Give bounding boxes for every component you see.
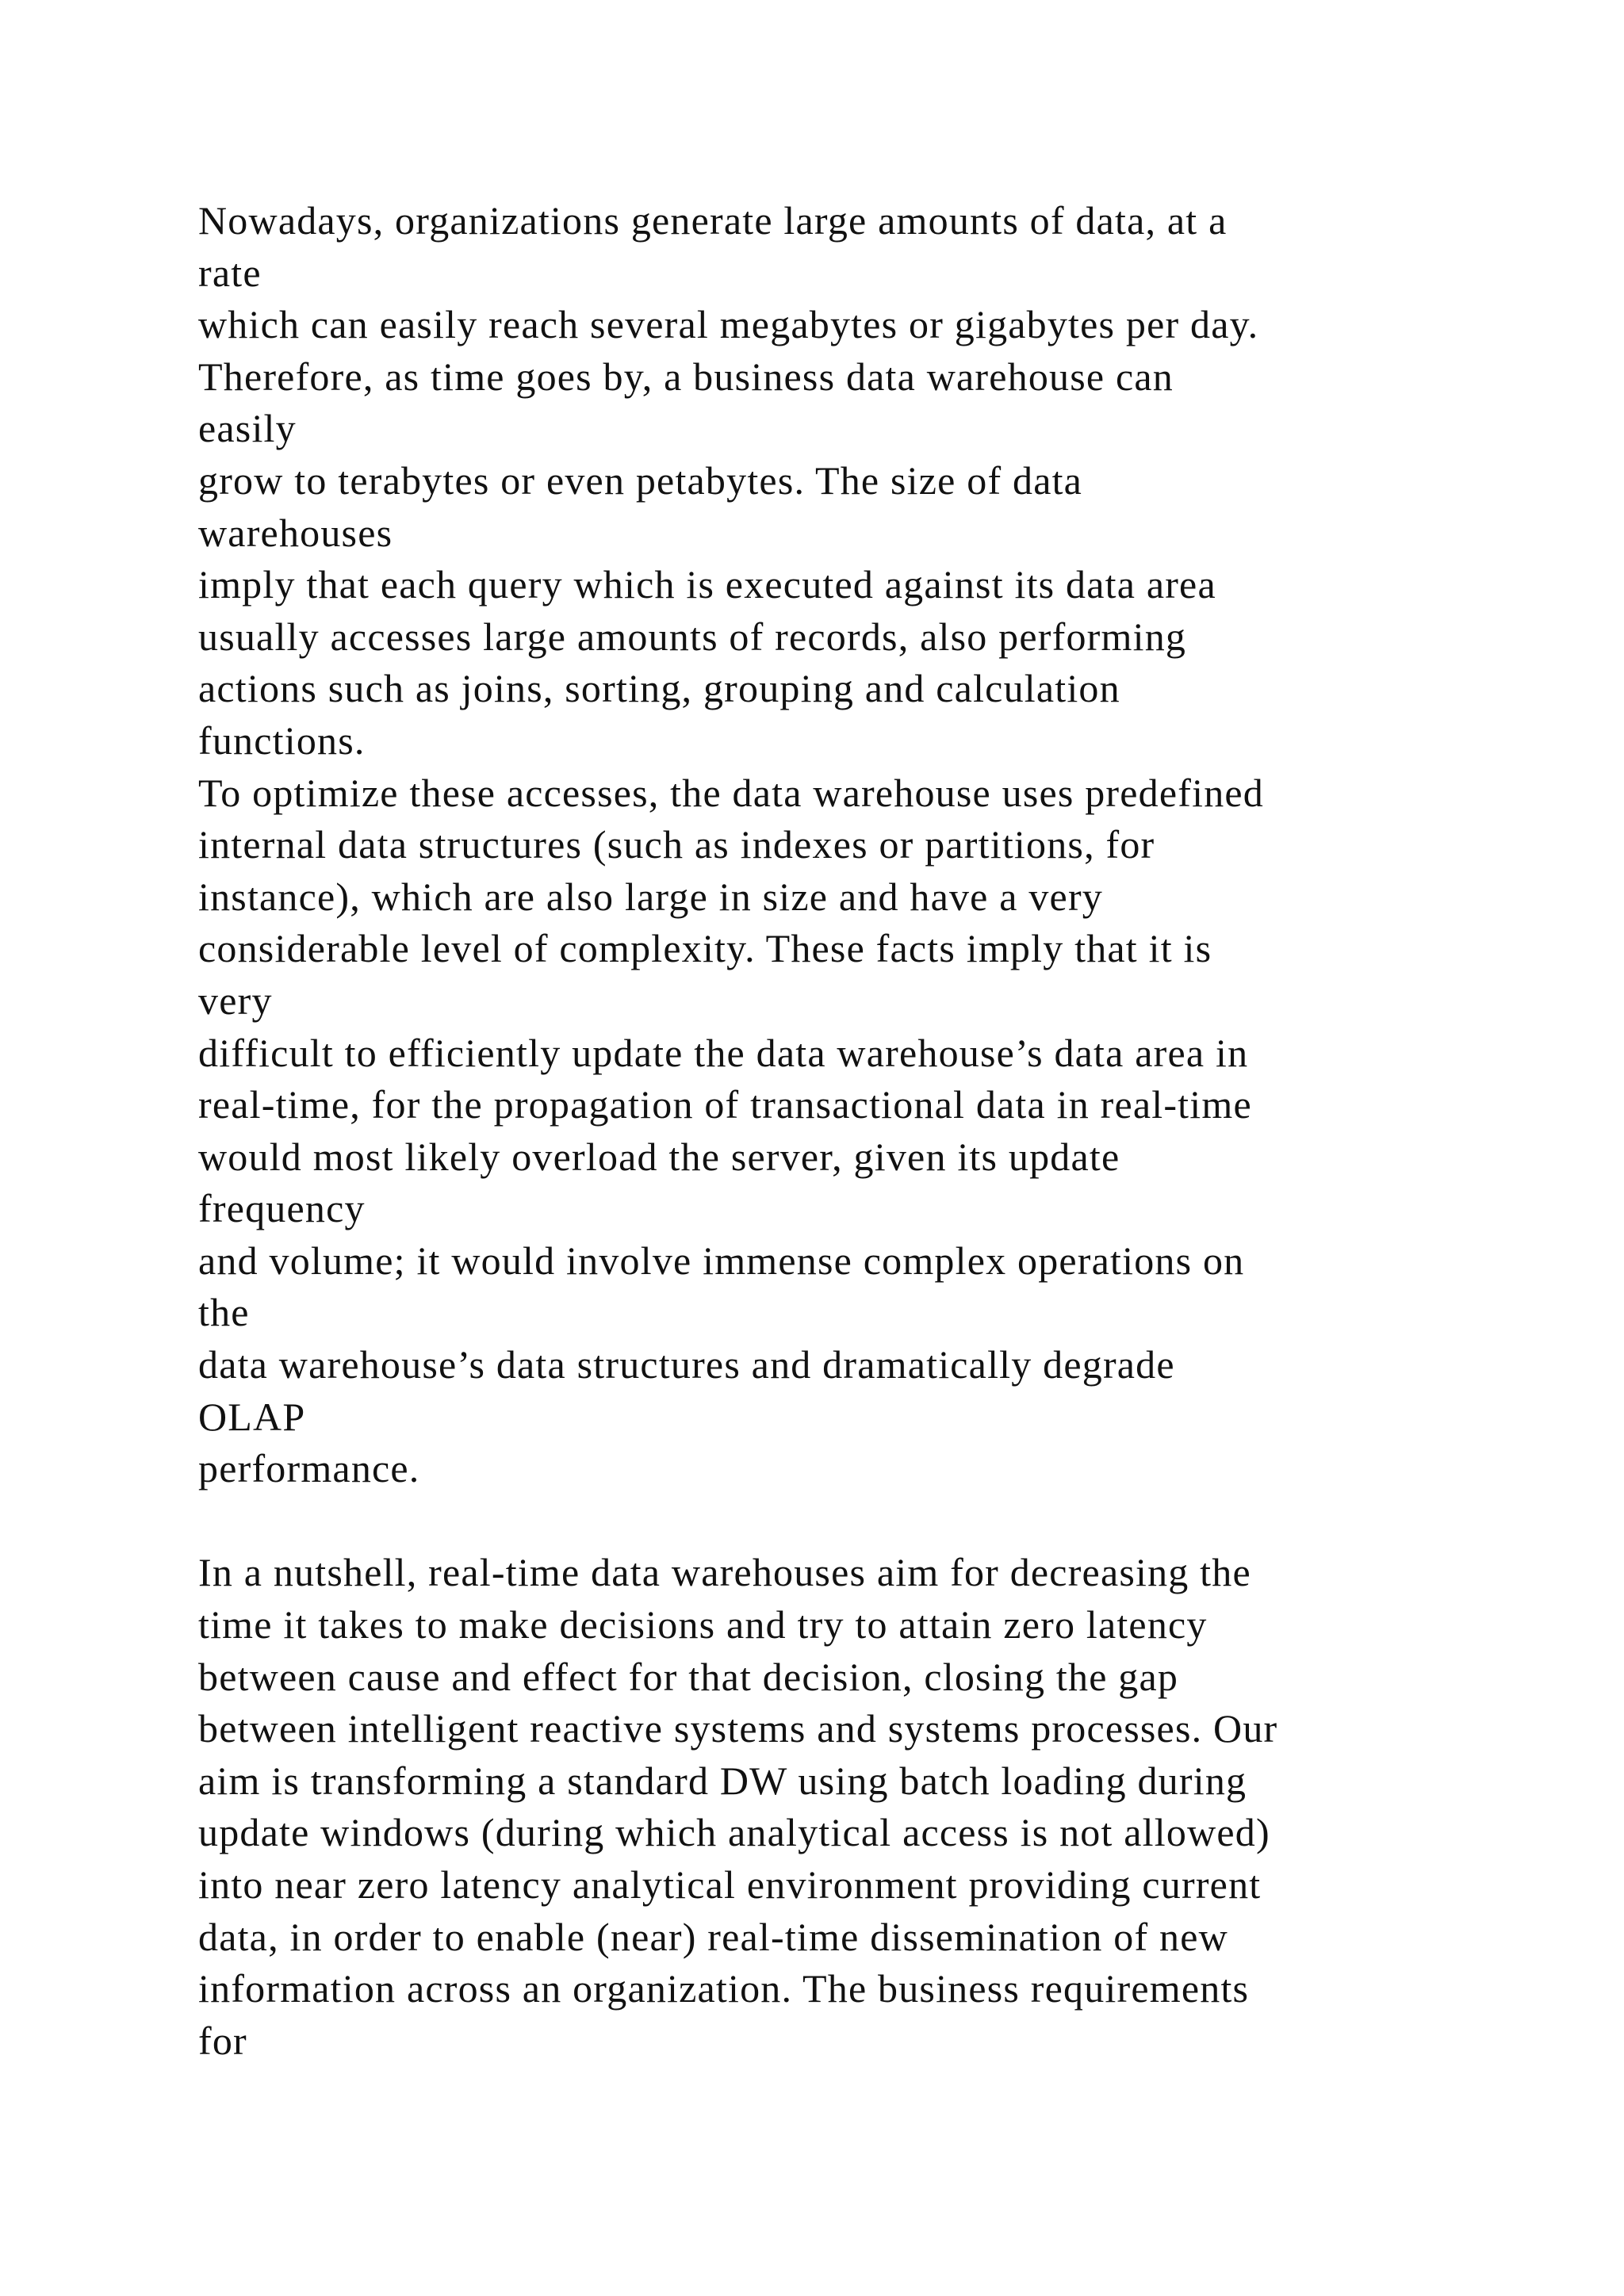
text-line: rate: [198, 250, 262, 295]
text-line: grow to terabytes or even petabytes. The size of data: [198, 457, 1083, 503]
text-line: easily: [198, 406, 297, 451]
text-line: data, in order to enable (near) real-time dissemination of new: [198, 1914, 1228, 1959]
text-line: would most likely overload the server, given its update: [198, 1134, 1120, 1179]
text-line: In a nutshell, real-time data warehouses aim for decreasing the: [198, 1550, 1251, 1595]
text-line: the: [198, 1290, 250, 1335]
text-line: actions such as joins, sorting, grouping and calculation: [198, 666, 1120, 711]
text-line: difficult to efficiently update the data warehouse’s data area in: [198, 1030, 1249, 1075]
text-line: Therefore, as time goes by, a business data warehouse can: [198, 354, 1174, 399]
text-line: data warehouse’s data structures and dramatically degrade: [198, 1342, 1175, 1387]
text-line: and volume; it would involve immense complex operations on: [198, 1238, 1245, 1283]
text-line: considerable level of complexity. These facts imply that it is: [198, 926, 1212, 971]
text-line: between intelligent reactive systems and systems processes. Our: [198, 1706, 1278, 1751]
text-line: real-time, for the propagation of transactional data in real-time: [198, 1082, 1252, 1127]
text-line: for: [198, 2018, 247, 2063]
paragraph-1: [198, 195, 1546, 1495]
text-line: usually accesses large amounts of records, also performing: [198, 614, 1187, 659]
text-line: OLAP: [198, 1394, 306, 1439]
text-line: imply that each query which is executed against its data area: [198, 562, 1216, 607]
text-line: information across an organization. The business requirements: [198, 1966, 1250, 2011]
text-line: which can easily reach several megabytes or gigabytes per day.: [198, 302, 1259, 347]
text-line: aim is transforming a standard DW using batch loading during: [198, 1758, 1247, 1803]
text-line: internal data structures (such as indexes or partitions, for: [198, 822, 1155, 867]
text-line: performance.: [198, 1446, 420, 1491]
text-line: between cause and effect for that decision, closing the gap: [198, 1654, 1179, 1699]
text-line: frequency: [198, 1186, 366, 1231]
text-line: functions.: [198, 718, 366, 763]
text-line: To optimize these accesses, the data warehouse uses predefined: [198, 770, 1265, 815]
text-line: very: [198, 978, 273, 1023]
text-line: update windows (during which analytical access is not allowed): [198, 1810, 1270, 1855]
text-line: warehouses: [198, 510, 393, 555]
text-line: into near zero latency analytical environment providing current: [198, 1862, 1262, 1907]
text-line: instance), which are also large in size and have a very: [198, 874, 1103, 919]
text-line: time it takes to make decisions and try to attain zero latency: [198, 1602, 1208, 1647]
text-line: Nowadays, organizations generate large amounts of data, at a: [198, 198, 1228, 243]
paragraph-2: [198, 1547, 1546, 2067]
paragraph-gap: [198, 1495, 1546, 1548]
document-body: [198, 195, 1546, 2067]
